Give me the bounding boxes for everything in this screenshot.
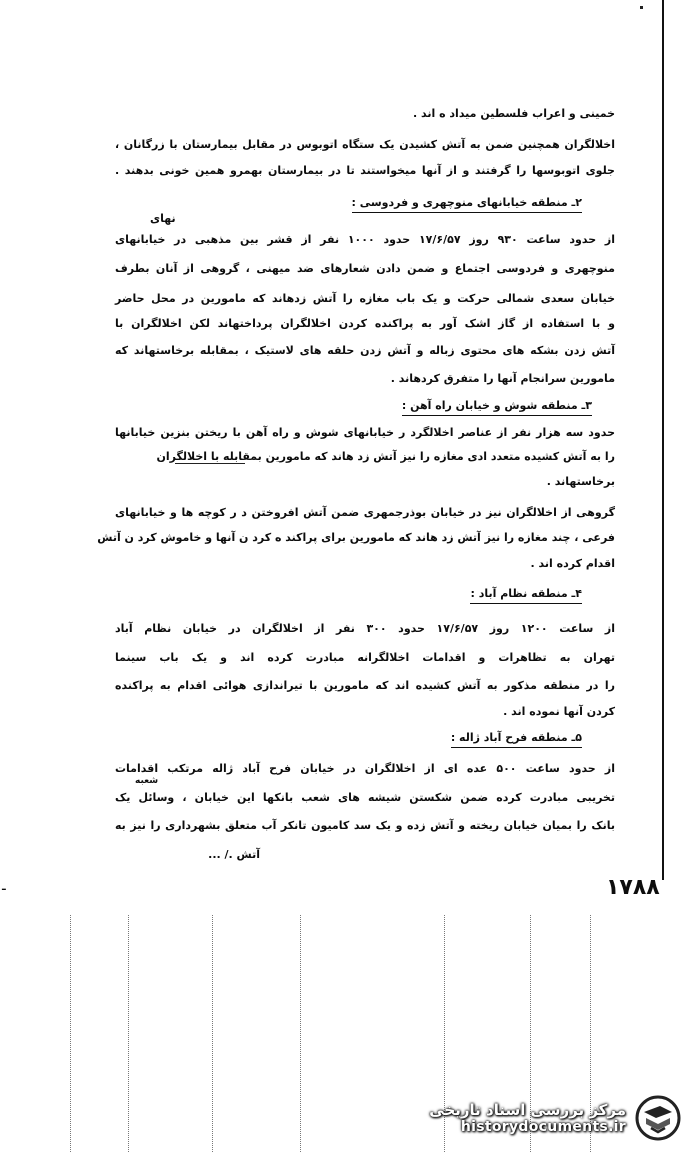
page-edge-rule — [662, 0, 664, 880]
text-line: اخلالگران همچنین ضمن به آتش کشیدن یک ستگاه اتوبوس در مقابل بیمارستان با زرگانان ، — [115, 138, 615, 151]
margin-note: نهای — [150, 212, 176, 225]
bleed-through-line — [300, 915, 301, 1152]
text-line: مامورین سرانجام آنها را متفرق کردهاند . — [390, 372, 615, 385]
text-line: از حدود ساعت ۹۳۰ روز ۱۷/۶/۵۷ حدود ۱۰۰۰ نفر از قشر بین مذهبی در خیابانهای — [115, 233, 615, 246]
watermark-site: historydocuments.ir — [460, 1119, 626, 1135]
text-line: تخریبی مبادرت کرده ضمن شکستن شیشه های شعب بانکها این خیابان ، وسائل یک — [115, 791, 615, 804]
watermark — [429, 1094, 682, 1142]
text-line: را در منطقه مذکور به آتش کشیده اند که مامورین با تیراندازی هوائی اقدام به پراکنده — [115, 679, 615, 692]
text-line: منوچهری و فردوسی اجتماع و ضمن دادن شعارهای ضد میهنی ، گروهی از آنان بطرف — [115, 262, 615, 275]
text-line: خمینی و اعراب فلسطین میداد ه اند . — [413, 107, 615, 120]
text-line: اقدام کرده اند . — [530, 557, 615, 570]
text-line: گروهی از اخلالگران نیز در خیابان بوذرجمهری ضمن آتش افروختن د ر کوچه ها و خیابانهای — [115, 506, 615, 519]
text-line: خیابان سعدی شمالی حرکت و یک باب مغازه را آتش زدهاند که مامورین در محل حاضر — [115, 292, 615, 305]
section-heading: ۲ـ منطقه خیابانهای منوچهری و فردوسی : — [352, 195, 583, 213]
text-line: و با استفاده از گاز اشک آور به پراکنده کردن اخلالگران پرداختهاند لکن اخلالگران با — [115, 317, 615, 330]
text-line: کردن آنها نموده اند . — [503, 705, 615, 718]
bleed-through-line — [212, 915, 213, 1152]
left-margin-mark: ـ — [2, 880, 6, 893]
bleed-through-line — [70, 915, 71, 1152]
watermark-text — [429, 1101, 626, 1135]
text-line: آتش ./ ... — [208, 848, 260, 861]
text-line: را به آتش کشیده متعدد ادی مغازه را نیز آتش زد هاند که مامورین بمقابله با اخلالگران — [156, 450, 615, 463]
margin-note: شعبه — [135, 776, 159, 786]
text-line: جلوی اتوبوسها را گرفتند و از آنها میخواستند تا در بیمارستان بهمرو همین خونی بدهند . — [115, 164, 615, 177]
text-line: برخاستهاند . — [546, 475, 615, 488]
page-number: ۱۷۸۸ — [606, 875, 660, 900]
line-fill-dash — [175, 463, 245, 464]
text-line: حدود سه هزار نفر از عناصر اخلالگرد ر خیابانهای شوش و راه آهن با ریختن بنزین خیابانها — [115, 426, 615, 439]
section-heading: ۳ـ منطقه شوش و خیابان راه آهن : — [402, 398, 592, 416]
watermark-title: مرکز بررسی اسناد تاریخی — [429, 1101, 626, 1119]
text-line: تهران به تظاهرات و اقدامات اخلالگرانه مبادرت کرده اند و یک باب سینما — [115, 651, 615, 664]
document-center-logo-icon — [634, 1094, 682, 1142]
section-heading: ۴ـ منطقه نظام آباد : — [470, 586, 582, 604]
section-heading: ۵ـ منطقه فرح آباد ژاله : — [451, 730, 582, 748]
text-line: فرعی ، چند مغازه را نیز آتش زد هاند که مامورین برای پراکند ه کرد ن آنها و خاموش کرد ن آتش — [97, 531, 615, 544]
edge-speck — [640, 6, 643, 9]
text-line: از حدود ساعت ۵۰۰ عده ای از اخلالگران در خیابان فرح آباد ژاله مرتکب اقدامات — [115, 762, 616, 775]
text-line: بانک را بمیان خیابان ریخته و آتش زده و یک سد کامیون تانکر آب متعلق بشهرداری را نیز به — [115, 819, 615, 832]
bleed-through-line — [128, 915, 129, 1152]
text-line: از ساعت ۱۲۰۰ روز ۱۷/۶/۵۷ حدود ۳۰۰ نفر از اخلالگران در خیابان نظام آباد — [115, 622, 615, 635]
text-line: آتش زدن بشکه های محتوی زباله و آتش زدن حلقه های لاستیک ، بمقابله برخاستهاند که — [115, 344, 615, 357]
